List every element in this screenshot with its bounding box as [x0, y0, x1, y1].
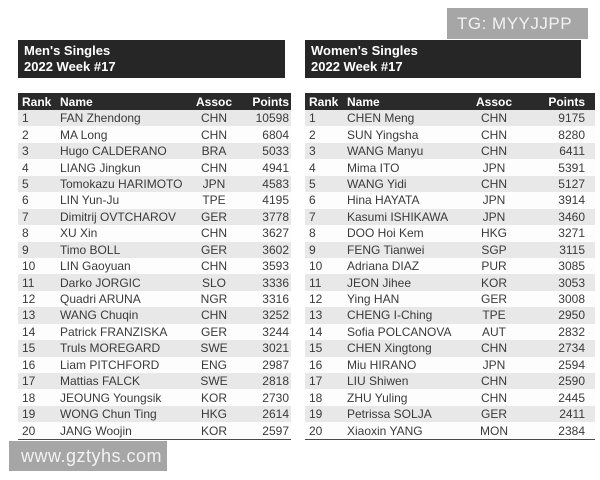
points-cell: 2597 [262, 423, 289, 438]
womens-title-line1: Women's Singles [311, 43, 418, 58]
name-cell: Tomokazu HARIMOTO [60, 176, 183, 191]
name-cell: Petrissa SOLJA [347, 407, 432, 422]
rank-cell: 11 [22, 275, 35, 290]
rank-cell: 10 [22, 259, 36, 274]
assoc-cell: HKG [480, 226, 507, 241]
name-cell: Hina HAYATA [347, 193, 420, 208]
mens-table-header [18, 93, 291, 110]
assoc-cell: JPN [482, 193, 506, 208]
rank-cell: 6 [22, 193, 29, 208]
rank-cell: 13 [309, 308, 323, 323]
name-column-header: Name [347, 93, 467, 110]
rank-cell: 11 [309, 275, 322, 290]
table-row [18, 307, 291, 323]
rank-cell: 3 [309, 144, 316, 159]
assoc-cell: CHN [201, 259, 227, 274]
table-row [18, 373, 291, 389]
watermark-bottom-left: www.gztyhs.com [9, 441, 167, 471]
rank-cell: 4 [309, 160, 316, 175]
mens-title-bar [18, 40, 285, 78]
assoc-cell: TPE [482, 308, 506, 323]
points-cell: 3778 [262, 209, 289, 224]
womens-singles-section [305, 40, 585, 440]
rank-cell: 12 [309, 292, 323, 307]
assoc-cell: CHN [201, 308, 227, 323]
assoc-cell: JPN [482, 357, 506, 372]
assoc-cell: CHN [481, 127, 507, 142]
rank-cell: 7 [22, 209, 29, 224]
assoc-cell: TPE [202, 193, 226, 208]
assoc-cell: CHN [481, 374, 507, 389]
table-row [305, 389, 595, 405]
points-column-header: Points [521, 93, 595, 110]
name-cell: LIN Yun-Ju [60, 193, 120, 208]
table-row [305, 357, 595, 373]
points-cell: 3085 [558, 259, 585, 274]
table-row [18, 209, 291, 225]
assoc-cell: KOR [480, 275, 507, 290]
name-column-header: Name [60, 93, 189, 110]
rank-column-header: Rank [18, 93, 60, 110]
assoc-cell: AUT [482, 324, 506, 339]
name-cell: Mima ITO [347, 160, 400, 175]
points-cell: 2987 [262, 357, 289, 372]
table-row [305, 225, 595, 241]
assoc-cell: JPN [482, 160, 506, 175]
assoc-cell: ENG [200, 357, 227, 372]
table-row [18, 357, 291, 373]
table-row [305, 242, 595, 258]
assoc-cell: MON [480, 423, 508, 438]
points-cell: 2734 [558, 341, 585, 356]
womens-ranking-table [305, 93, 595, 440]
rank-cell: 6 [309, 193, 316, 208]
points-cell: 5033 [262, 144, 289, 159]
name-cell: Truls MOREGARD [60, 341, 161, 356]
rank-cell: 19 [22, 407, 36, 422]
name-cell: CHENG I-Ching [347, 308, 433, 323]
name-cell: WANG Manyu [347, 144, 424, 159]
table-row [18, 176, 291, 192]
table-row [18, 110, 291, 126]
mens-table-body [18, 110, 291, 439]
table-row [305, 307, 595, 323]
assoc-cell: KOR [200, 423, 227, 438]
table-row [18, 258, 291, 274]
points-cell: 3627 [262, 226, 289, 241]
points-cell: 3252 [262, 308, 289, 323]
rank-cell: 15 [22, 341, 36, 356]
rank-cell: 16 [22, 357, 36, 372]
points-cell: 3008 [558, 292, 585, 307]
rank-cell: 2 [22, 127, 29, 142]
table-row [18, 126, 291, 142]
name-cell: LIANG Jingkun [60, 160, 141, 175]
rank-cell: 13 [22, 308, 36, 323]
table-row [18, 422, 291, 439]
name-cell: Darko JORGIC [60, 275, 141, 290]
table-row [305, 143, 595, 159]
table-row [18, 324, 291, 340]
rank-cell: 5 [309, 176, 316, 191]
name-cell: Liam PITCHFORD [60, 357, 160, 372]
table-row [18, 159, 291, 175]
rank-cell: 16 [309, 357, 323, 372]
table-row [305, 209, 595, 225]
points-cell: 5391 [558, 160, 585, 175]
assoc-cell: CHN [481, 176, 507, 191]
assoc-cell: GER [480, 407, 507, 422]
rank-cell: 15 [309, 341, 323, 356]
points-cell: 2590 [558, 374, 585, 389]
womens-table-body [305, 110, 595, 439]
points-cell: 3271 [558, 226, 585, 241]
points-cell: 3914 [558, 193, 585, 208]
points-cell: 2832 [558, 324, 585, 339]
rank-cell: 2 [309, 127, 316, 142]
mens-title-line2: 2022 Week #17 [24, 59, 116, 74]
rank-cell: 17 [309, 374, 323, 389]
table-row [305, 110, 595, 126]
table-row [305, 192, 595, 208]
points-cell: 2445 [558, 390, 585, 405]
points-cell: 3115 [559, 242, 585, 257]
assoc-cell: GER [200, 209, 227, 224]
points-cell: 10598 [255, 111, 289, 126]
points-cell: 3021 [262, 341, 289, 356]
points-cell: 2594 [558, 357, 585, 372]
rank-cell: 14 [309, 324, 323, 339]
points-cell: 6804 [262, 127, 289, 142]
womens-title-bar [305, 40, 581, 78]
assoc-cell: PUR [481, 259, 507, 274]
assoc-cell: KOR [200, 390, 227, 405]
name-cell: Dimitrij OVTCHAROV [60, 209, 176, 224]
name-cell: JANG Woojin [60, 423, 132, 438]
points-cell: 3602 [262, 242, 289, 257]
assoc-cell: SWE [200, 341, 228, 356]
name-cell: CHEN Xingtong [347, 341, 432, 356]
rank-cell: 17 [22, 374, 36, 389]
rank-cell: 10 [309, 259, 323, 274]
table-row [305, 258, 595, 274]
name-cell: Quadri ARUNA [60, 292, 141, 307]
name-cell: FAN Zhendong [60, 111, 141, 126]
assoc-cell: CHN [201, 111, 227, 126]
rank-cell: 18 [309, 390, 323, 405]
table-row [305, 406, 595, 422]
name-cell: Ying HAN [347, 292, 400, 307]
assoc-cell: HKG [200, 407, 227, 422]
assoc-cell: CHN [481, 144, 507, 159]
assoc-cell: SGP [481, 242, 507, 257]
womens-table-header [305, 93, 595, 110]
mens-singles-section [18, 40, 289, 440]
name-cell: Patrick FRANZISKA [60, 324, 168, 339]
points-cell: 9175 [558, 111, 585, 126]
name-cell: JEON Jihee [347, 275, 412, 290]
points-cell: 2411 [559, 407, 585, 422]
header-row [305, 93, 595, 110]
assoc-cell: GER [200, 324, 227, 339]
rank-cell: 3 [22, 144, 29, 159]
table-row [305, 340, 595, 356]
points-cell: 3244 [262, 324, 289, 339]
rank-cell: 7 [309, 209, 316, 224]
rank-cell: 18 [22, 390, 36, 405]
points-cell: 8280 [558, 127, 585, 142]
rank-cell: 20 [22, 423, 36, 438]
name-cell: DOO Hoi Kem [347, 226, 424, 241]
rank-cell: 8 [22, 226, 29, 241]
rank-cell: 4 [22, 160, 29, 175]
assoc-cell: CHN [201, 127, 227, 142]
assoc-cell: JPN [482, 209, 506, 224]
name-cell: Hugo CALDERANO [60, 144, 167, 159]
name-cell: FENG Tianwei [347, 242, 425, 257]
rank-cell: 19 [309, 407, 323, 422]
points-cell: 4195 [262, 193, 289, 208]
mens-ranking-table [18, 93, 291, 440]
assoc-cell: CHN [481, 111, 507, 126]
points-cell: 3460 [558, 209, 585, 224]
table-row [18, 291, 291, 307]
points-cell: 4583 [262, 176, 289, 191]
name-cell: WANG Yidi [347, 176, 407, 191]
table-row [18, 242, 291, 258]
name-cell: LIU Shiwen [347, 374, 409, 389]
name-cell: SUN Yingsha [347, 127, 419, 142]
name-cell: MA Long [60, 127, 108, 142]
assoc-cell: BRA [201, 144, 227, 159]
table-row [18, 406, 291, 422]
name-cell: Miu HIRANO [347, 357, 417, 372]
womens-title-line2: 2022 Week #17 [311, 59, 403, 74]
table-row [18, 274, 291, 290]
table-row [305, 324, 595, 340]
rank-cell: 12 [22, 292, 36, 307]
points-cell: 2384 [558, 423, 585, 438]
points-cell: 3336 [262, 275, 289, 290]
table-row [305, 422, 595, 439]
assoc-cell: SLO [201, 275, 226, 290]
assoc-cell: NGR [200, 292, 228, 307]
watermark-top-right: TG: MYYJJPP [447, 8, 588, 39]
mens-title-line1: Men's Singles [24, 43, 111, 58]
table-row [305, 159, 595, 175]
assoc-cell: GER [480, 292, 507, 307]
points-cell: 2730 [262, 390, 289, 405]
table-row [18, 225, 291, 241]
points-cell: 3316 [262, 292, 289, 307]
name-cell: XU Xin [60, 226, 98, 241]
table-row [305, 176, 595, 192]
assoc-cell: SWE [200, 374, 228, 389]
assoc-cell: CHN [481, 390, 507, 405]
table-row [305, 126, 595, 142]
rank-column-header: Rank [305, 93, 347, 110]
table-row [305, 274, 595, 290]
table-row [18, 389, 291, 405]
header-row [18, 93, 291, 110]
assoc-column-header: Assoc [189, 93, 239, 110]
rank-cell: 14 [22, 324, 36, 339]
table-row [18, 192, 291, 208]
rank-cell: 9 [309, 242, 316, 257]
rank-cell: 20 [309, 423, 323, 438]
name-cell: Sofia POLCANOVA [347, 324, 452, 339]
name-cell: WONG Chun Ting [60, 407, 157, 422]
points-cell: 6411 [559, 144, 585, 159]
name-cell: Kasumi ISHIKAWA [347, 209, 449, 224]
points-column-header: Points [239, 93, 291, 110]
assoc-cell: JPN [202, 176, 226, 191]
rank-cell: 9 [22, 242, 29, 257]
rank-cell: 1 [22, 111, 29, 126]
points-cell: 4941 [262, 160, 289, 175]
points-cell: 2818 [262, 374, 289, 389]
name-cell: Xiaoxin YANG [347, 423, 423, 438]
assoc-column-header: Assoc [467, 93, 521, 110]
table-row [18, 143, 291, 159]
table-row [305, 373, 595, 389]
assoc-cell: CHN [481, 341, 507, 356]
rank-cell: 8 [309, 226, 316, 241]
name-cell: JEOUNG Youngsik [60, 390, 162, 405]
points-cell: 3053 [558, 275, 585, 290]
table-row [18, 340, 291, 356]
name-cell: WANG Chuqin [60, 308, 139, 323]
name-cell: LIN Gaoyuan [60, 259, 131, 274]
name-cell: Timo BOLL [60, 242, 121, 257]
rank-cell: 1 [309, 111, 316, 126]
points-cell: 2950 [558, 308, 585, 323]
points-cell: 2614 [262, 407, 289, 422]
points-cell: 5127 [558, 176, 585, 191]
assoc-cell: CHN [201, 160, 227, 175]
points-cell: 3593 [262, 259, 289, 274]
name-cell: CHEN Meng [347, 111, 415, 126]
rank-cell: 5 [22, 176, 29, 191]
assoc-cell: CHN [201, 226, 227, 241]
assoc-cell: GER [200, 242, 227, 257]
name-cell: Mattias FALCK [60, 374, 141, 389]
table-row [305, 291, 595, 307]
name-cell: ZHU Yuling [347, 390, 408, 405]
name-cell: Adriana DIAZ [347, 259, 420, 274]
